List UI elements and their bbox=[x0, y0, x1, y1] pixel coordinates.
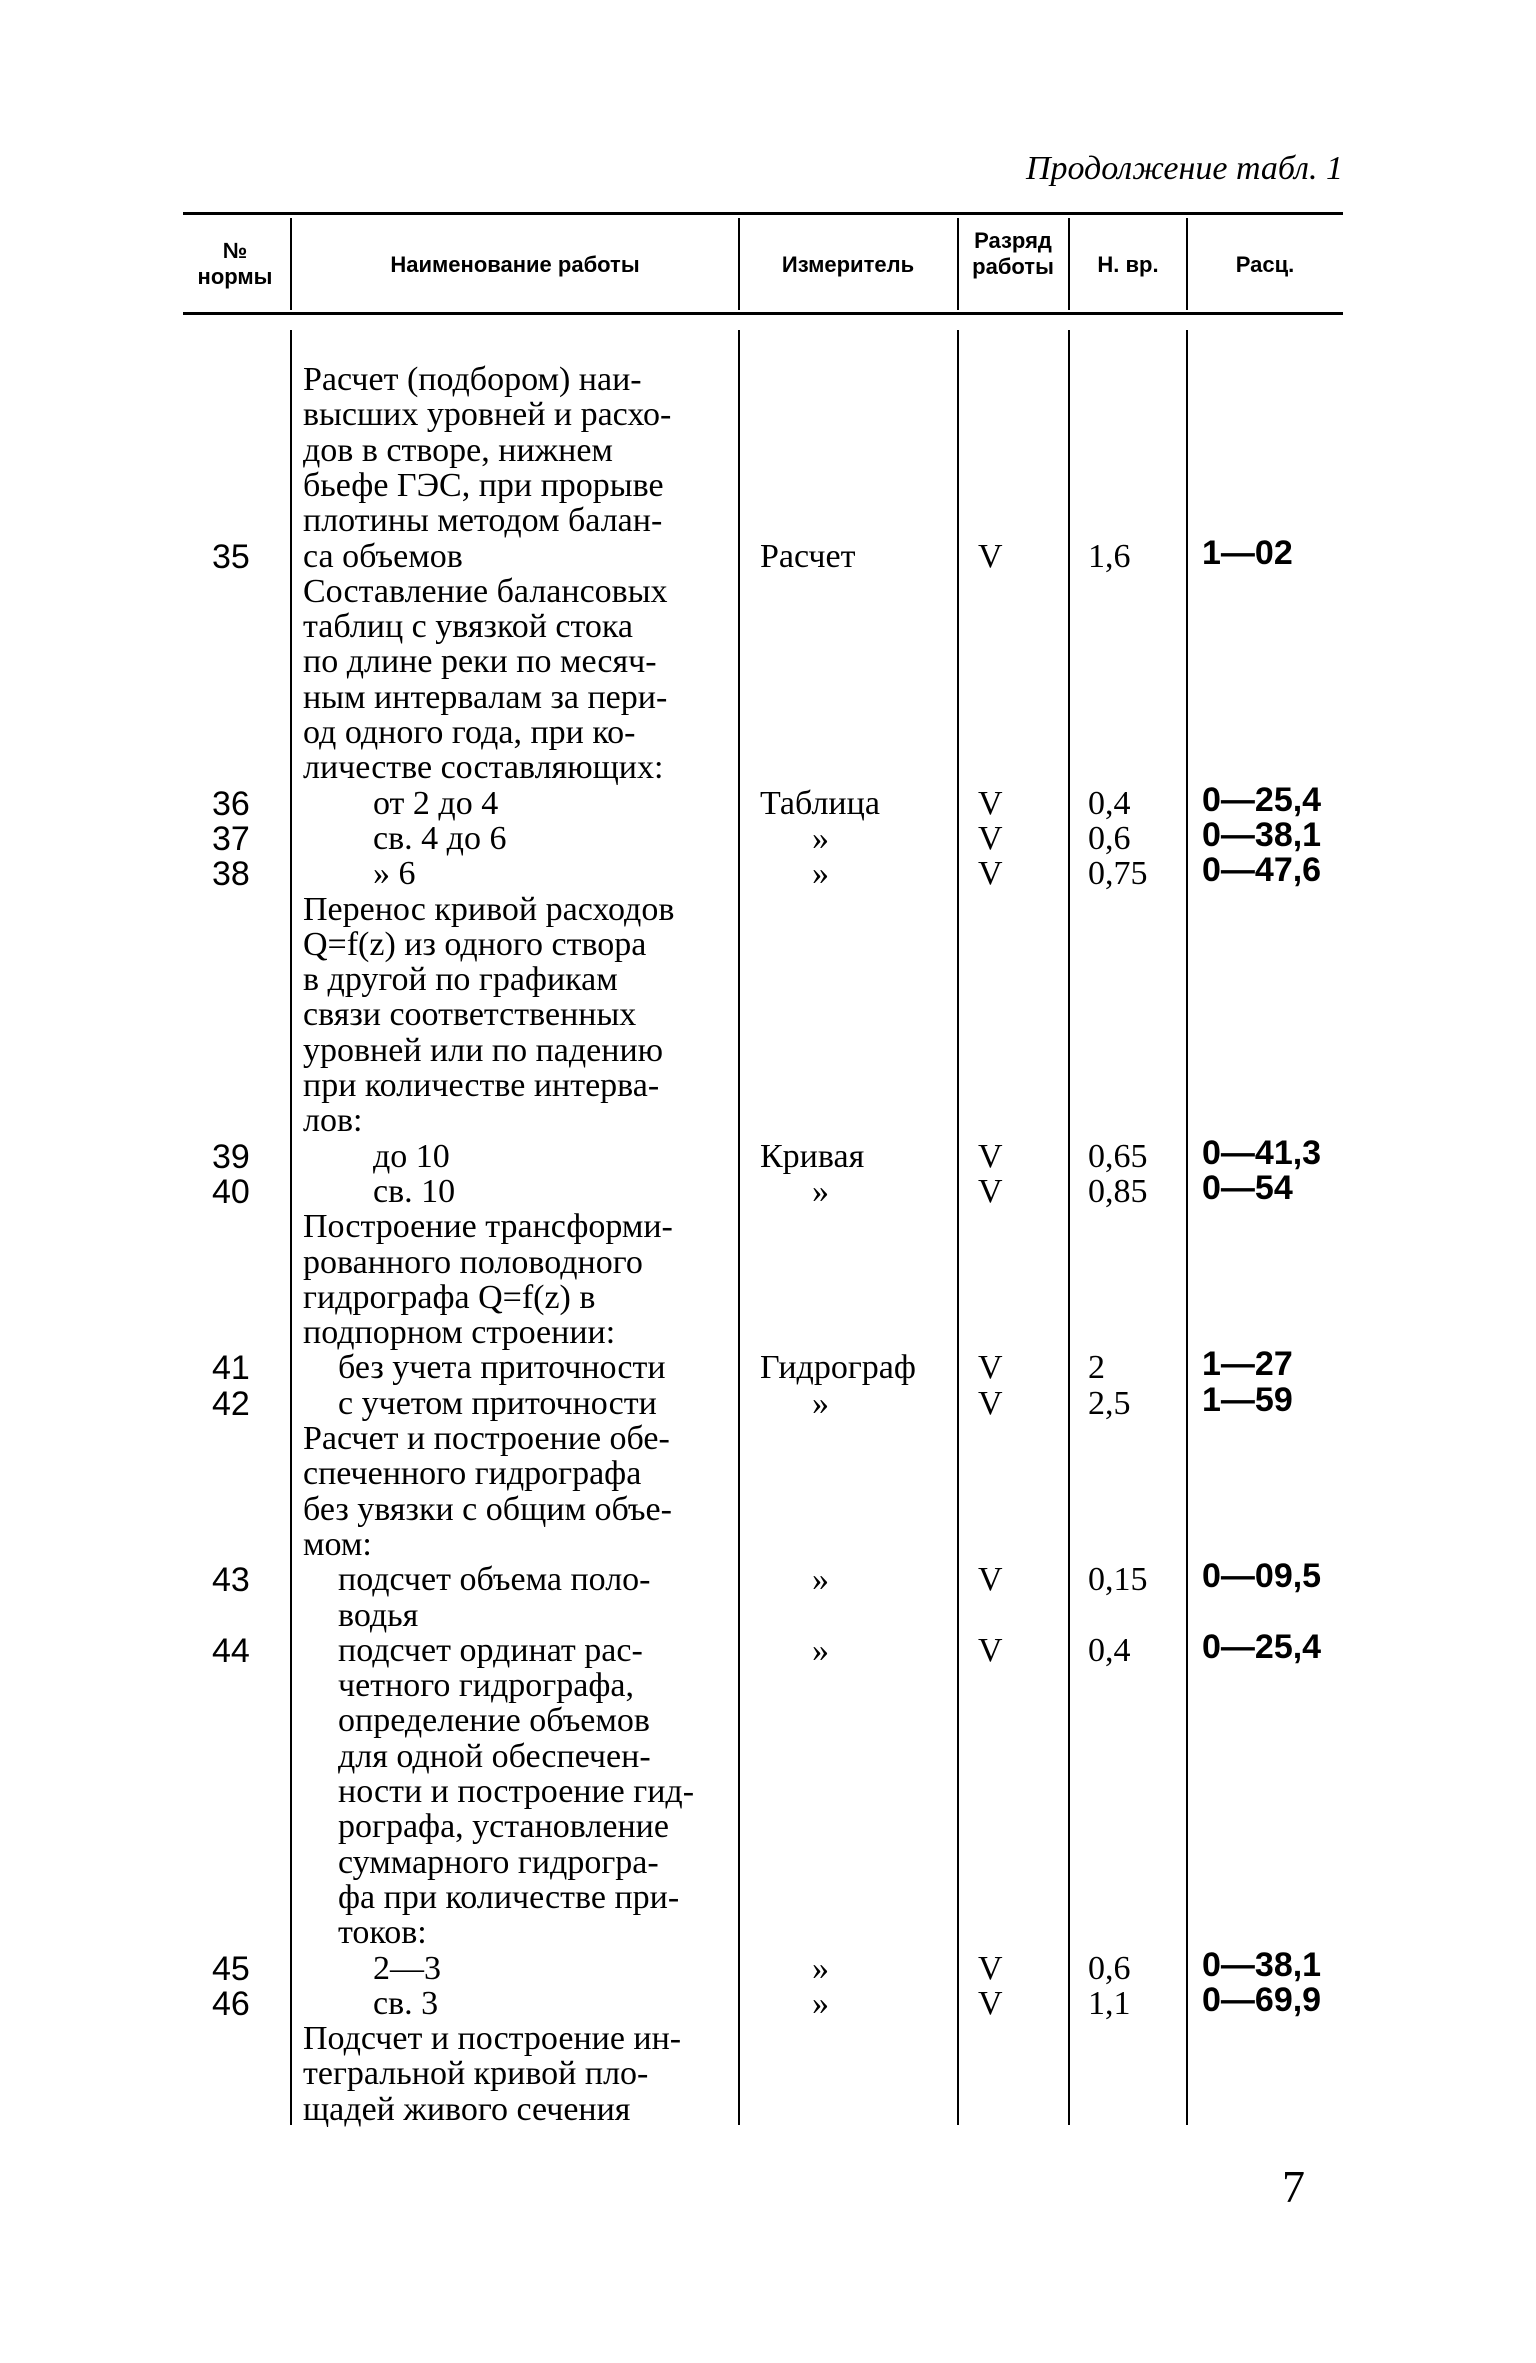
rate-value: 0—54 bbox=[1202, 1168, 1293, 1207]
work-name-line: таблиц с увязкой стока bbox=[303, 609, 634, 646]
work-name-line: мом: bbox=[303, 1526, 372, 1563]
work-name-line: уровней или по падению bbox=[303, 1032, 664, 1069]
grade-value: V bbox=[978, 1349, 1003, 1387]
work-name-line: св. 3 bbox=[373, 1985, 439, 2022]
work-name-line: подсчет объема поло- bbox=[338, 1562, 651, 1599]
time-norm-value: 1,1 bbox=[1088, 1984, 1131, 2022]
header-rate: Расц. bbox=[1235, 252, 1295, 277]
body-column-divider bbox=[1186, 330, 1188, 2125]
work-name-line: ности и построение гид- bbox=[338, 1774, 695, 1810]
unit-value: » bbox=[812, 1561, 829, 1599]
time-norm-value: 2,5 bbox=[1088, 1384, 1131, 1422]
unit-value: Таблица bbox=[760, 784, 880, 822]
work-name-line: без учета приточности bbox=[338, 1350, 666, 1387]
work-name-line: от 2 до 4 bbox=[373, 785, 499, 822]
work-name-line: Q=f(z) из одного створа bbox=[303, 926, 647, 963]
header-divider bbox=[957, 218, 959, 310]
work-name-line: Расчет (подбором) наи- bbox=[303, 362, 642, 398]
work-name-line: лов: bbox=[303, 1103, 363, 1140]
grade-value: V bbox=[978, 1384, 1003, 1422]
unit-value: » bbox=[812, 1631, 829, 1669]
work-name-line: рованного половодного bbox=[303, 1244, 643, 1281]
time-norm-value: 0,4 bbox=[1088, 1631, 1131, 1669]
header-divider bbox=[290, 218, 292, 310]
work-name-line: тегральной кривой пло- bbox=[303, 2056, 649, 2093]
work-name-line: подпорном строении: bbox=[303, 1315, 616, 1352]
norm-number: 36 bbox=[212, 784, 250, 823]
work-name-line: св. 10 bbox=[373, 1173, 456, 1210]
work-name-line: определение объемов bbox=[338, 1703, 650, 1740]
body-column-divider bbox=[290, 330, 292, 2125]
body-column-divider bbox=[1068, 330, 1070, 2125]
rate-value: 0—69,9 bbox=[1202, 1980, 1322, 2019]
unit-value: » bbox=[812, 1949, 829, 1987]
work-name-line: щадей живого сечения bbox=[303, 2091, 631, 2128]
work-name-line: Подсчет и построение ин- bbox=[303, 2021, 682, 2058]
rate-value: 0—25,4 bbox=[1202, 780, 1322, 819]
unit-value: » bbox=[812, 1172, 829, 1210]
work-name-line: од одного года, при ко- bbox=[303, 715, 636, 751]
header-divider bbox=[1186, 218, 1188, 310]
page-number: 7 bbox=[1282, 2161, 1305, 2212]
work-name-line: без увязки с общим объе- bbox=[303, 1491, 672, 1528]
unit-value: » bbox=[812, 855, 829, 893]
header-unit: Измеритель bbox=[781, 252, 915, 277]
rate-value: 0—41,3 bbox=[1202, 1133, 1322, 1172]
work-name-line: Построение трансформи- bbox=[303, 1209, 673, 1246]
norm-number: 41 bbox=[212, 1349, 250, 1388]
unit-value: » bbox=[812, 819, 829, 857]
rate-value: 1—27 bbox=[1202, 1345, 1293, 1384]
work-name-line: св. 4 до 6 bbox=[373, 820, 507, 857]
work-name-line: са объемов bbox=[303, 538, 463, 575]
work-name-line: по длине реки по месяч- bbox=[303, 644, 657, 681]
table-continuation-caption: Продолжение табл. 1 bbox=[1025, 150, 1343, 187]
header-divider bbox=[738, 218, 740, 310]
work-name-line: » 6 bbox=[373, 856, 416, 893]
work-name-line: подсчет ординат рас- bbox=[338, 1632, 643, 1669]
body-column-divider bbox=[957, 330, 959, 2125]
grade-value: V bbox=[978, 1137, 1003, 1175]
time-norm-value: 0,6 bbox=[1088, 819, 1131, 857]
rate-value: 0—09,5 bbox=[1202, 1557, 1322, 1596]
work-name-line: с учетом приточности bbox=[338, 1385, 657, 1422]
time-norm-value: 0,15 bbox=[1088, 1561, 1148, 1599]
work-name-line: четного гидрографа, bbox=[338, 1668, 634, 1705]
unit-value: » bbox=[812, 1984, 829, 2022]
grade-value: V bbox=[978, 1949, 1003, 1987]
header-grade: Разряд работы bbox=[972, 228, 1054, 279]
time-norm-value: 0,85 bbox=[1088, 1172, 1148, 1210]
grade-value: V bbox=[978, 1172, 1003, 1210]
unit-value: Гидрограф bbox=[760, 1349, 916, 1387]
norm-number: 45 bbox=[212, 1949, 250, 1988]
rate-value: 1—59 bbox=[1202, 1380, 1293, 1419]
norm-number: 39 bbox=[212, 1137, 250, 1176]
grade-value: V bbox=[978, 1561, 1003, 1599]
norm-number: 46 bbox=[212, 1984, 250, 2023]
work-name-line: Расчет и построение обе- bbox=[303, 1421, 670, 1457]
grade-value: V bbox=[978, 855, 1003, 893]
work-name-line: при количестве интерва- bbox=[303, 1068, 660, 1104]
norm-number: 40 bbox=[212, 1172, 250, 1211]
rate-value: 0—38,1 bbox=[1202, 1945, 1322, 1984]
unit-value: Кривая bbox=[760, 1137, 865, 1175]
grade-value: V bbox=[978, 537, 1003, 575]
header-time-norm: Н. вр. bbox=[1097, 252, 1159, 277]
work-name-line: водья bbox=[338, 1597, 419, 1634]
work-name-line: ным интервалам за пери- bbox=[303, 679, 668, 716]
norm-number: 44 bbox=[212, 1631, 250, 1670]
work-name-line: связи соответственных bbox=[303, 997, 637, 1034]
header-bottom-rule bbox=[183, 312, 1343, 315]
rate-value: 0—38,1 bbox=[1202, 815, 1322, 854]
table-top-rule bbox=[183, 212, 1343, 215]
work-name-line: гидрографа Q=f(z) в bbox=[303, 1279, 596, 1316]
time-norm-value: 2 bbox=[1088, 1349, 1105, 1387]
rate-value: 0—25,4 bbox=[1202, 1627, 1322, 1666]
work-name-line: до 10 bbox=[373, 1138, 450, 1175]
time-norm-value: 0,4 bbox=[1088, 784, 1131, 822]
unit-value: Расчет bbox=[760, 537, 856, 575]
grade-value: V bbox=[978, 1631, 1003, 1669]
time-norm-value: 0,65 bbox=[1088, 1137, 1148, 1175]
work-name-line: фа при количестве при- bbox=[338, 1879, 680, 1916]
work-name-line: Перенос кривой расходов bbox=[303, 891, 675, 928]
work-name-line: для одной обеспечен- bbox=[338, 1738, 651, 1775]
header-work-name: Наименование работы bbox=[390, 252, 640, 277]
rate-value: 1—02 bbox=[1202, 533, 1293, 572]
norm-number: 43 bbox=[212, 1561, 250, 1600]
header-divider bbox=[1068, 218, 1070, 310]
header-norm-number: № нормы bbox=[197, 238, 273, 289]
work-name-line: плотины методом балан- bbox=[303, 503, 663, 540]
work-name-line: Составление балансовых bbox=[303, 573, 668, 610]
work-name-line: токов: bbox=[338, 1915, 427, 1952]
time-norm-value: 0,6 bbox=[1088, 1949, 1131, 1987]
work-name-line: в другой по графикам bbox=[303, 962, 618, 999]
norm-number: 38 bbox=[212, 855, 250, 894]
work-name-line: спеченного гидрографа bbox=[303, 1456, 642, 1493]
work-name-line: личестве составляющих: bbox=[303, 750, 664, 787]
norm-number: 42 bbox=[212, 1384, 250, 1423]
work-name-line: 2—3 bbox=[373, 1950, 441, 1987]
grade-value: V bbox=[978, 819, 1003, 857]
norm-number: 35 bbox=[212, 537, 250, 576]
grade-value: V bbox=[978, 1984, 1003, 2022]
work-name-line: суммарного гидрогра- bbox=[338, 1844, 659, 1881]
time-norm-value: 0,75 bbox=[1088, 855, 1148, 893]
grade-value: V bbox=[978, 784, 1003, 822]
unit-value: » bbox=[812, 1384, 829, 1422]
work-name-line: рографа, установление bbox=[338, 1809, 669, 1846]
time-norm-value: 1,6 bbox=[1088, 537, 1131, 575]
rate-value: 0—47,6 bbox=[1202, 851, 1322, 890]
work-name-line: бьефе ГЭС, при прорыве bbox=[303, 467, 664, 504]
work-name-line: дов в створе, нижнем bbox=[303, 432, 613, 469]
work-name-line: высших уровней и расхо- bbox=[303, 397, 672, 434]
norm-number: 37 bbox=[212, 819, 250, 858]
